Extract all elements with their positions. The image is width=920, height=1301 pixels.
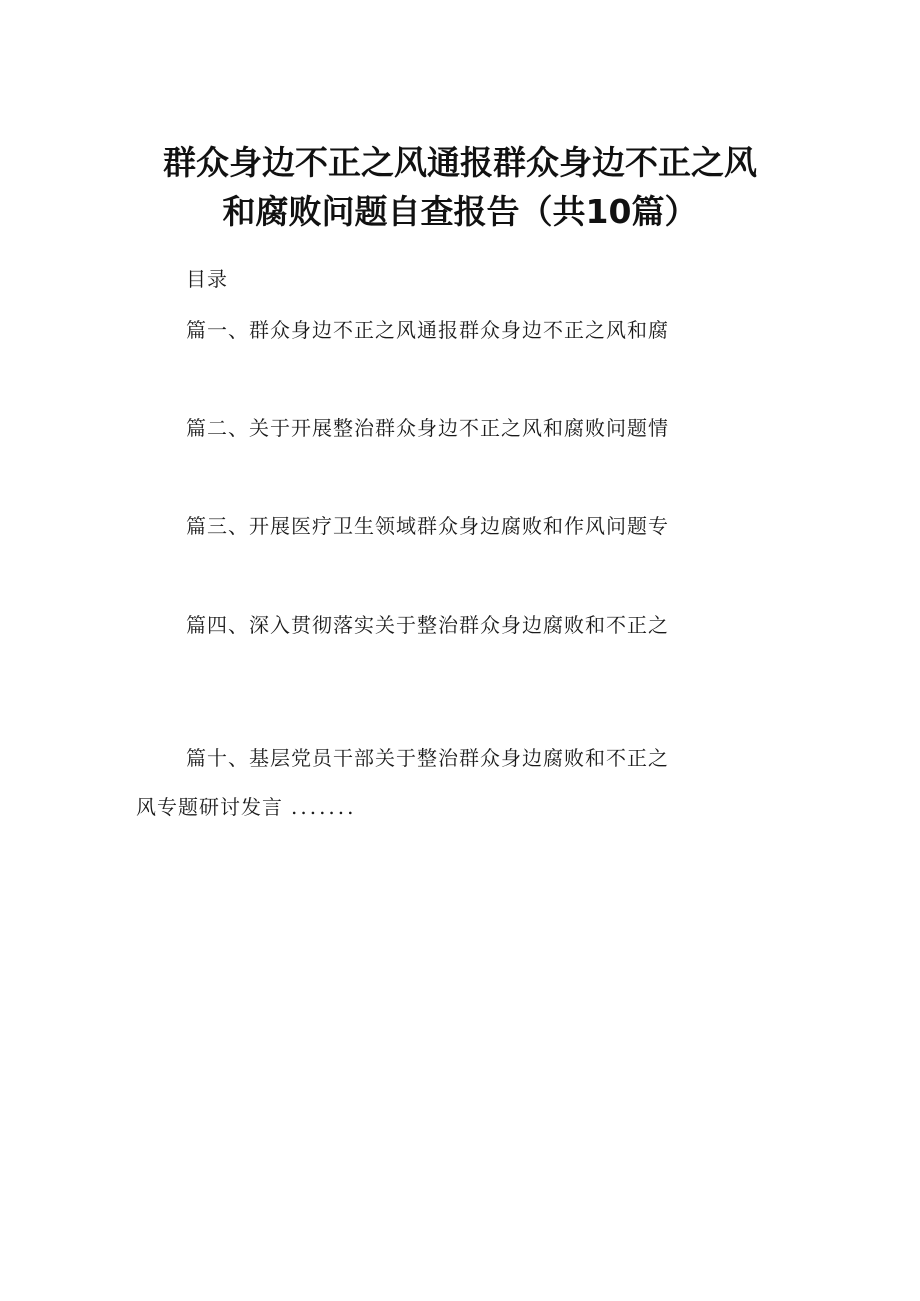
document-title-line-2: 和腐败问题自查报告（共10篇） (222, 192, 698, 231)
toc-heading: 目录 (186, 267, 228, 291)
toc-item-10-line-1[interactable]: 篇十、基层党员干部关于整治群众身边腐败和不正之 (186, 746, 669, 770)
toc-item-1[interactable]: 篇一、群众身边不正之风通报群众身边不正之风和腐 (186, 318, 669, 342)
toc-item-4[interactable]: 篇四、深入贯彻落实关于整治群众身边腐败和不正之 (186, 613, 669, 637)
toc-item-10-text: 风专题研讨发言 (136, 795, 283, 819)
document-title-line-1: 群众身边不正之风通报群众身边不正之风 (163, 143, 757, 182)
toc-item-3[interactable]: 篇三、开展医疗卫生领域群众身边腐败和作风问题专 (186, 514, 669, 538)
toc-item-2[interactable]: 篇二、关于开展整治群众身边不正之风和腐败问题情 (186, 416, 669, 440)
toc-item-10-line-2[interactable] (136, 791, 357, 820)
toc-leader-dots: ....... (291, 795, 357, 819)
